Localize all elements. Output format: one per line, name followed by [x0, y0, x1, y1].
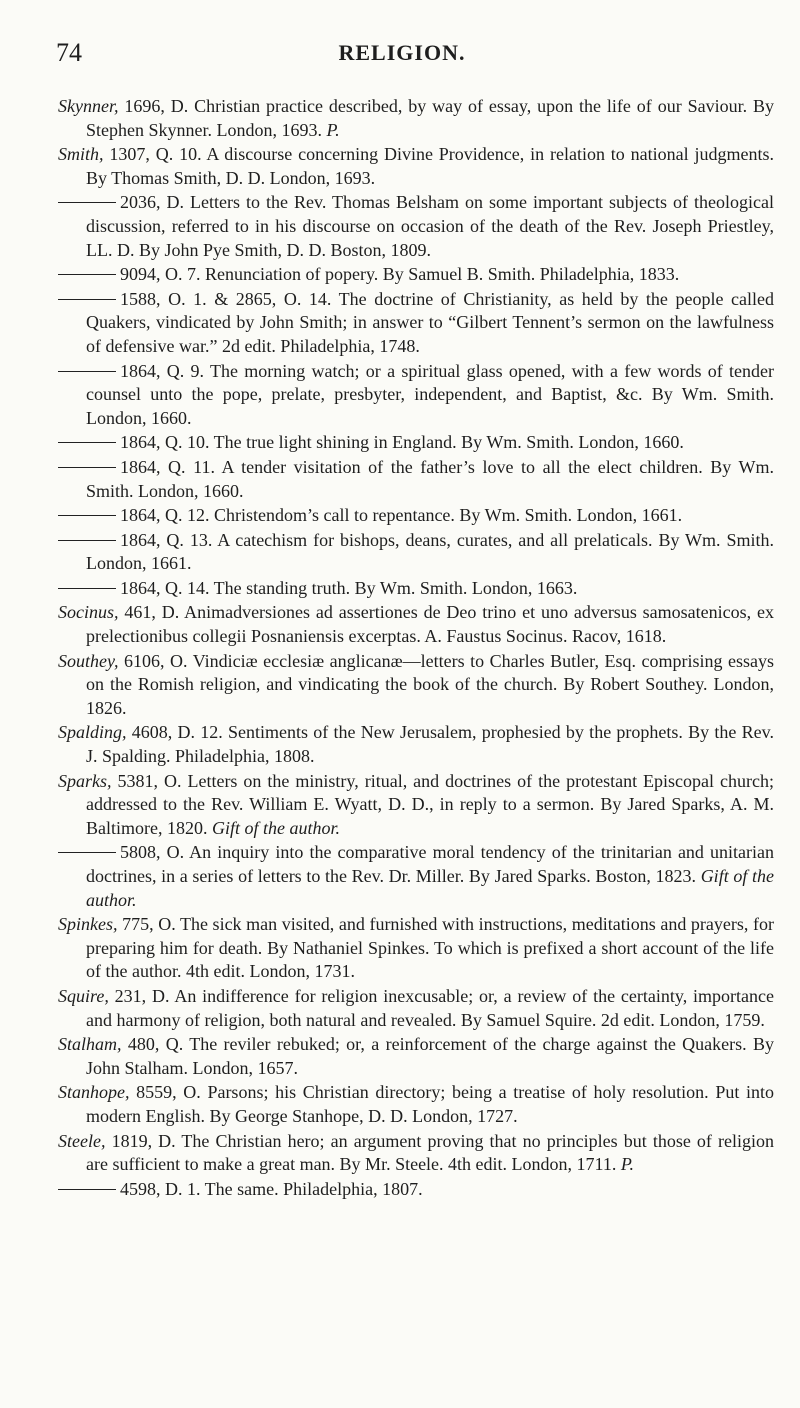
entry-provenance: Gift of the author.: [86, 866, 774, 910]
entry-text: 1864, Q. 9. The morning watch; or a spiritual glass opened, with a few words of tender counsel unto the pope, prelate, presbyter, independent, and Baptist, &c. By Wm. Smith. London, 1660.: [86, 360, 774, 428]
entry-author: Steele,: [58, 1130, 106, 1151]
ditto-dash: [58, 467, 116, 468]
catalog-entry: [58, 601, 774, 648]
ditto-dash: [58, 515, 116, 516]
entry-text: 5381, O. Letters on the ministry, ritual, and doctrines of the protestant Episcopal church; addressed to the Rev. William E. Wyatt, D. D., in reply to a sermon. By Jared Sparks, A. M. Baltimore, 1820.: [86, 770, 774, 838]
entry-text: 2036, D. Letters to the Rev. Thomas Belsham on some important subjects of theological discussion, referred to in his discourse on occasion of the death of the Rev. Joseph Priestley, LL. D. By John Pye Smith, D. D. Boston, 1809.: [86, 192, 774, 260]
catalog-entry: [58, 721, 774, 768]
entry-author: Southey,: [58, 650, 119, 671]
catalog-entry: [58, 360, 774, 431]
entry-text: 1864, Q. 14. The standing truth. By Wm. Smith. London, 1663.: [120, 577, 578, 598]
catalog-entry: [58, 841, 774, 912]
catalog-entry: [58, 191, 774, 262]
entry-text: 1588, O. 1. & 2865, O. 14. The doctrine of Christianity, as held by the people called Quakers, vindicated by John Smith; in answer to “Gilbert Tennent’s sermon on the lawfulness of defensive war.” 2d edit. Philadelphia, 1748.: [86, 288, 774, 356]
ditto-dash: [58, 540, 116, 541]
catalog-entry: [58, 577, 774, 601]
catalog-entry: [58, 504, 774, 528]
page-header: [56, 38, 748, 72]
catalog-entry: [58, 913, 774, 984]
entry-text: 9094, O. 7. Renunciation of popery. By Samuel B. Smith. Philadelphia, 1833.: [120, 264, 680, 285]
ditto-dash: [58, 588, 116, 589]
catalog-entry: [58, 143, 774, 190]
entry-text: 1819, D. The Christian hero; an argument proving that no principles but those of religion are sufficient to make a great man. By Mr. Steele. 4th edit. London, 1711.: [86, 1130, 774, 1175]
entry-author: Stalham,: [58, 1034, 122, 1055]
entry-text: 461, D. Animadversiones ad assertiones de Deo trino et uno adversus samosatenicos, ex prelectionibus collegii Posnaniensis excerptas. A. Faustus Socinus. Racov, 1618.: [86, 602, 774, 647]
entry-text: 1864, Q. 10. The true light shining in England. By Wm. Smith. London, 1660.: [120, 432, 684, 453]
catalog-entry: [58, 529, 774, 576]
entry-text: 1307, Q. 10. A discourse concerning Divine Providence, in relation to national judgments. By Thomas Smith, D. D. London, 1693.: [86, 144, 774, 188]
entry-author: Spinkes,: [58, 914, 118, 935]
entry-text: 775, O. The sick man visited, and furnished with instructions, meditations and prayers, for preparing him for death. By Nathaniel Spinkes. To which is prefixed a short account of the life of the author. 4th edit. London, 1731.: [86, 914, 774, 982]
entry-text: 1696, D. Christian practice described, by way of essay, upon the life of our Saviour. By Stephen Skynner. London, 1693.: [86, 96, 774, 140]
catalog-entry: [58, 770, 774, 841]
entry-author: Smith,: [58, 144, 104, 165]
entry-text: 480, Q. The reviler rebuked; or, a reinforcement of the charge against the Quakers. By John Stalham. London, 1657.: [86, 1034, 774, 1078]
running-head: RELIGION.: [338, 40, 466, 65]
entry-text: 231, D. An indifference for religion inexcusable; or, a review of the certainty, importance and harmony of religion, both natural and revealed. By Samuel Squire. 2d edit. London, 1759.: [86, 985, 774, 1030]
catalog-entry: [58, 985, 774, 1032]
catalog-entry: [58, 456, 774, 503]
entry-author: Squire,: [58, 985, 109, 1006]
entry-text: 6106, O. Vindiciæ ecclesiæ anglicanæ—letters to Charles Butler, Esq. comprising essays on the Romish religion, and vindicating the book of the church. By Robert Southey. London, 1826.: [86, 650, 774, 718]
entry-author: Skynner,: [58, 96, 119, 116]
catalog-entry: [58, 1178, 774, 1202]
catalog-entry: [58, 95, 774, 142]
entry-author: Sparks,: [58, 770, 112, 791]
entry-text: 1864, Q. 13. A catechism for bishops, deans, curates, and all prelaticals. By Wm. Smith. London, 1661.: [86, 529, 774, 574]
page-number: 74: [56, 38, 82, 67]
ditto-dash: [58, 371, 116, 372]
catalog-entry: [58, 431, 774, 455]
ditto-dash: [58, 202, 116, 203]
ditto-dash: [58, 442, 116, 443]
entry-author: Stanhope,: [58, 1082, 130, 1103]
entry-text: 4598, D. 1. The same. Philadelphia, 1807.: [120, 1178, 423, 1199]
catalog-entry: [58, 1130, 774, 1177]
entry-text: 8559, O. Parsons; his Christian directory; being a treatise of holy resolution. Put into modern English. By George Stanhope, D. D. London, 1727.: [86, 1082, 774, 1126]
entry-text: 5808, O. An inquiry into the comparative moral tendency of the trinitarian and unitarian doctrines, in a series of letters to the Rev. Dr. Miller. By Jared Sparks. Boston, 1823.: [86, 842, 774, 886]
ditto-dash: [58, 274, 116, 275]
entry-provenance: P.: [326, 119, 340, 140]
ditto-dash: [58, 1189, 116, 1190]
ditto-dash: [58, 299, 116, 300]
entry-provenance: Gift of the author.: [211, 817, 340, 838]
entry-text: 1864, Q. 12. Christendom’s call to repentance. By Wm. Smith. London, 1661.: [120, 505, 683, 526]
entry-author: Socinus,: [58, 602, 119, 623]
catalog-entry: [58, 263, 774, 287]
ditto-dash: [58, 852, 116, 853]
entry-text: 4608, D. 12. Sentiments of the New Jerusalem, prophesied by the prophets. By the Rev. J. Spalding. Philadelphia, 1808.: [86, 722, 774, 767]
catalog-entry: [58, 650, 774, 721]
catalog-entry: [58, 1033, 774, 1080]
entry-provenance: P.: [620, 1154, 635, 1175]
catalog-entry: [58, 288, 774, 359]
catalog-entry: [58, 1081, 774, 1128]
catalog-entries: [58, 95, 774, 1202]
entry-text: 1864, Q. 11. A tender visitation of the father’s love to all the elect children. By Wm. Smith. London, 1660.: [86, 456, 774, 501]
entry-author: Spalding,: [58, 722, 127, 743]
